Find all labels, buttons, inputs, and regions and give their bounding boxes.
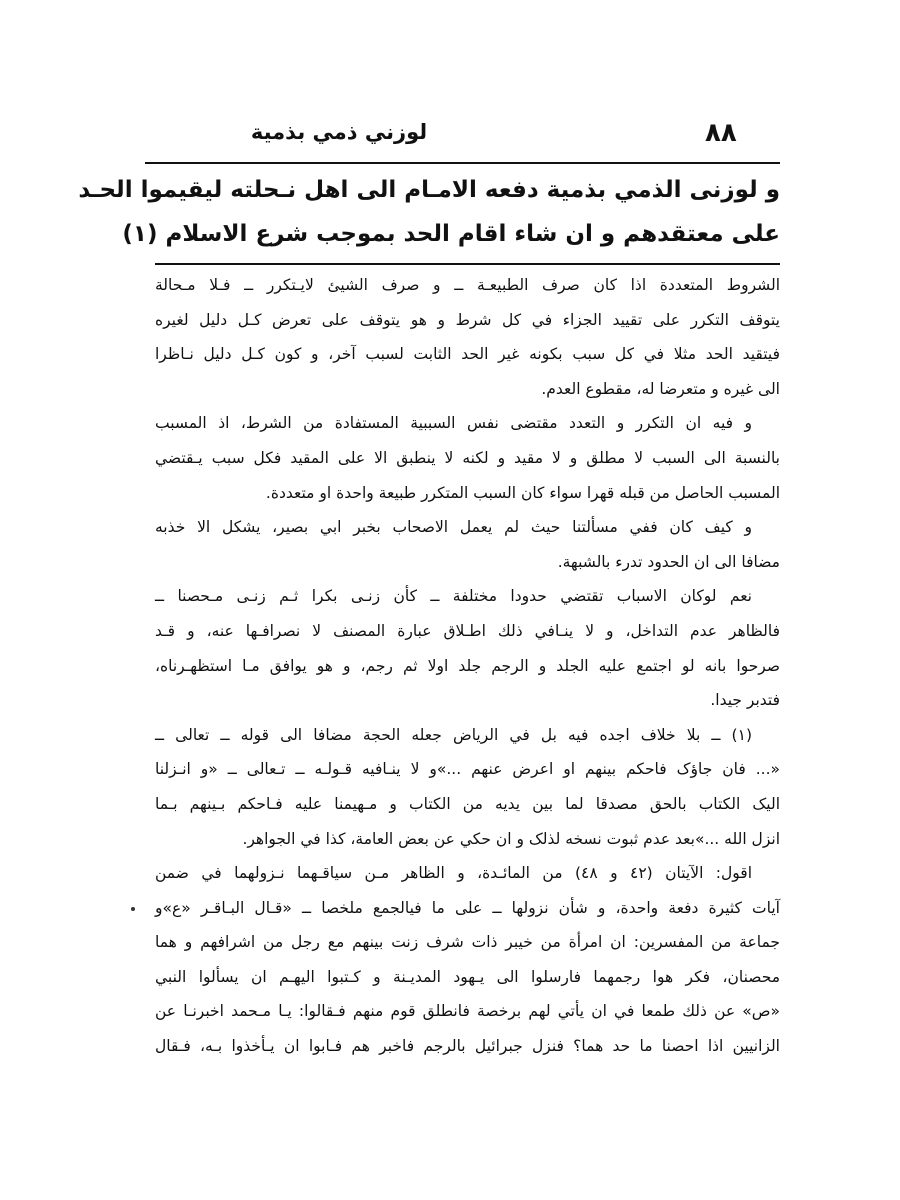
text-line: فيتقيد الحد مثلا في كل سبب بكونه غير الحد الثابت لسبب آخر، و كون كـل دليل نـاظرا bbox=[155, 345, 780, 364]
text-line: «ص» عن ذلك طمعا في ان يأتي لهم برخصة فانطلق قوم منهم فـقالوا: يـا مـحمد اخبرنـا عن bbox=[155, 1002, 780, 1021]
text-line: الزانيين اذا احصنا ما حد هما؟ فنزل جبرائيل بالرجم فاخبر هم فـابوا ان يـأخذوا بـه، فـقال bbox=[155, 1037, 780, 1056]
text-line: (١) ــ بلا خلاف اجده فيه بل في الرياض جعله الحجة مضافا الى قوله ــ تعالى ــ bbox=[155, 725, 752, 744]
text-line: يتوقف التكرر على تقييد الجزاء في كل شرط و هو يتوقف على تعرض كـل دليل لغيره bbox=[155, 310, 780, 329]
section-heading bbox=[78, 168, 780, 256]
heading-line: و لوزنى الذمي بذمية دفعه الامـام الى اهل نـحلته ليقيموا الحـد bbox=[78, 177, 780, 203]
text-line: الى غيره و متعرضا له، مقطوع العدم. bbox=[541, 379, 780, 398]
text-line: اليک الکتاب بالحق مصدقا لما بين يديه من الکتاب و مـهيمنا عليه فـاحکم بـينهم بـما bbox=[155, 794, 780, 813]
running-header bbox=[150, 118, 778, 158]
heading-line: على معتقدهم و ان شاء اقام الحد بموجب شرع الاسلام (١) bbox=[122, 221, 780, 247]
paragraph bbox=[155, 510, 780, 579]
body-text bbox=[155, 268, 780, 1064]
text-line: فالظاهر عدم التداخل، و لا ينـافي ذلك اطـلاق عبارة المصنف لا نصرافـها عنه، و قـد bbox=[155, 621, 780, 640]
text-line: بالنسبة الى السبب لا مطلق و لا مقيد و لكنه لا ينطبق الا على المقيد فكل سبب يـقتضي bbox=[155, 448, 780, 467]
text-line: فتدبر جيدا. bbox=[710, 691, 780, 710]
paragraph bbox=[155, 579, 780, 717]
text-line: اقول: الآيتان (٤٢ و ٤٨) من المائـدة، و الظاهر مـن سياقـهما نـزولهما في ضمن bbox=[155, 864, 753, 883]
header-rule bbox=[145, 162, 780, 164]
paragraph bbox=[155, 406, 780, 510]
paragraph bbox=[155, 268, 780, 406]
footnote-paragraph bbox=[155, 718, 780, 856]
text-line: و فيه ان التكرر و التعدد مقتضى نفس السببية المستفادة من الشرط، اذ المسبب bbox=[155, 414, 752, 433]
text-line: جماعة من المفسرين: ان امرأة من خيبر ذات شرف زنت بينهم مع رجل من اشرافهم و هما bbox=[155, 933, 780, 952]
scan-speck bbox=[131, 907, 135, 911]
running-title: لوزني ذمي بذمية bbox=[250, 120, 428, 144]
text-line: و كيف كان ففي مسألتنا حيث لم يعمل الاصحاب بخبر ابي بصير، يشكل الا خذبه bbox=[155, 518, 752, 537]
paragraph bbox=[155, 856, 780, 1064]
text-line: محصنان، فكر هوا رجمهما فارسلوا الى يـهود المديـنة و كـتبوا اليهـم ان يسألوا النبي bbox=[155, 967, 780, 986]
text-line: مضافا الى ان الحدود تدرء بالشبهة. bbox=[557, 552, 780, 571]
text-line: انزل الله ...»بعد عدم ثبوت نسخه لذلک و ان حکي عن بعض العامة، کذا في الجواهر. bbox=[242, 829, 780, 848]
text-line: نعم لوكان الاسباب تقتضي حدودا مختلفة ــ كأن زنـى بكرا ثـم زنـى مـحصنا ــ bbox=[155, 587, 752, 606]
text-line: صرحوا بانه لو اجتمع عليه الجلد و الرجم جلد اولا ثم رجم، و هو يوافق مـا استظهـرناه، bbox=[155, 656, 780, 675]
page-number: ٨٨ bbox=[705, 118, 737, 148]
text-line: آيات كثيرة دفعة واحدة، و شأن نزولها ــ على ما فيالجمع ملخصا ــ «قـال البـاقـر «ع»و bbox=[155, 898, 780, 917]
text-line: «... فان جاؤک فاحکم بينهم او اعرض عنهم ...»و لا ينـافيه قـولـه ــ تـعالى ــ «و انـزلنا bbox=[155, 760, 780, 779]
text-line: المسبب الحاصل من قبله قهرا سواء كان السبب المتكرر طبيعة واحدة او متعددة. bbox=[265, 483, 780, 502]
text-line: الشروط المتعددة اذا كان صرف الطبيعـة ــ و صرف الشيئ لايـتكرر ــ فـلا مـحالة bbox=[155, 276, 780, 294]
heading-rule bbox=[155, 263, 780, 265]
